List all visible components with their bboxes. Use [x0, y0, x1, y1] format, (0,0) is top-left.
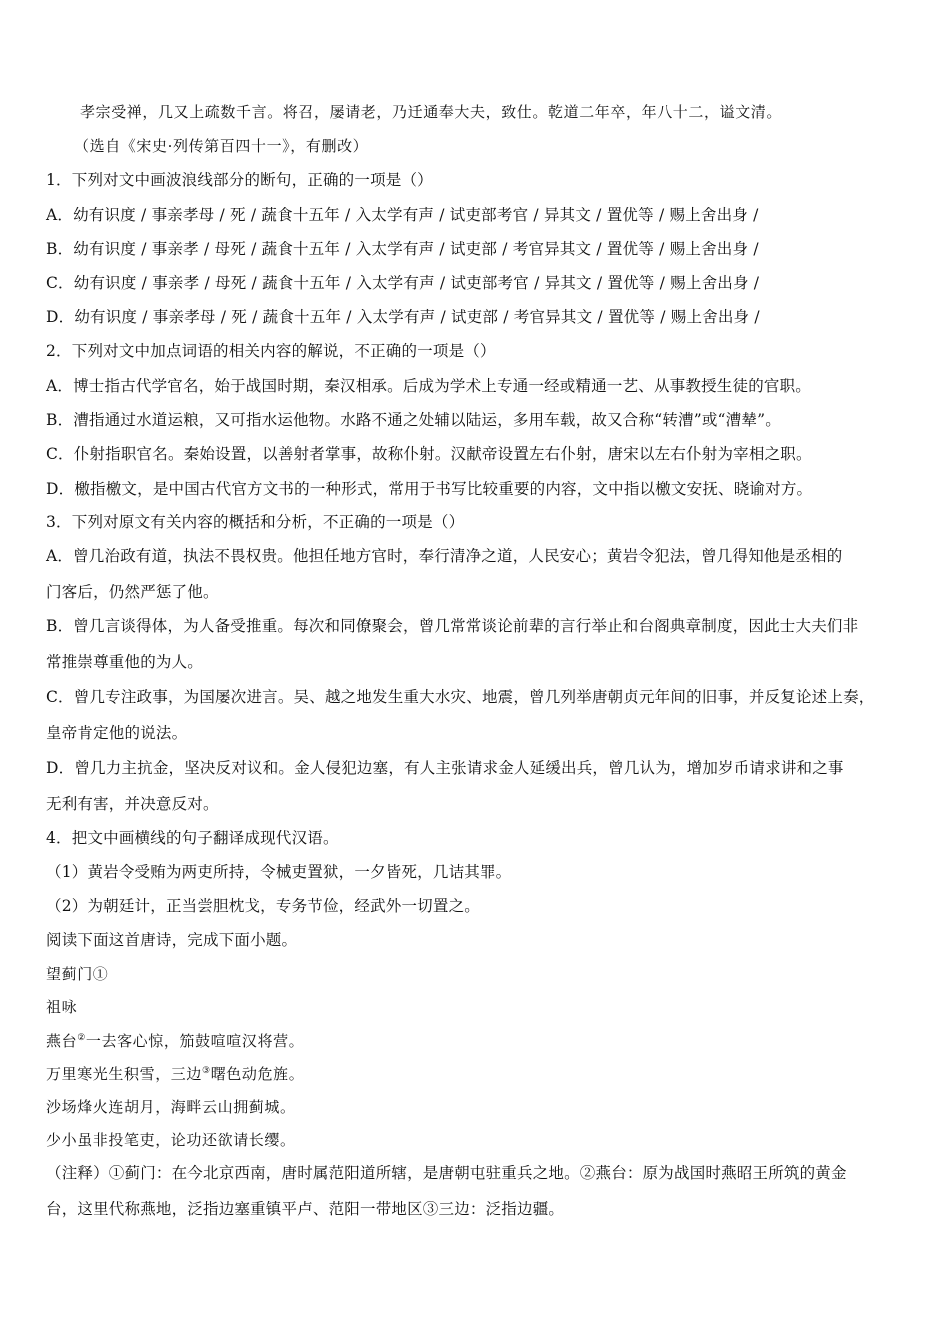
q1-option-d: D．幼有识度 / 事亲孝母 / 死 / 蔬食十五年 / 入太学有声 / 试吏部 / 考官异其文 / 置优等 / 赐上舍出身 / [46, 308, 760, 326]
poem-notes-line2: 台，这里代称燕地，泛指边塞重镇平卢、范阳一带地区③三边：泛指边疆。 [46, 1200, 565, 1218]
poem-author: 祖咏 [46, 998, 78, 1016]
q3-option-a-line1: A．曾几治政有道，执法不畏权贵。他担任地方官时，奉行清净之道，人民安心；黄岩令犯法，曾几得知他是丞相的 [46, 547, 843, 565]
poem-line-text: 万里寒光生积雪，三边 [46, 1065, 203, 1083]
q1-option-b: B．幼有识度 / 事亲孝 / 母死 / 蔬食十五年 / 入太学有声 / 试吏部 / 考官异其文 / 置优等 / 赐上舍出身 / [46, 240, 759, 258]
poem-line-text: 燕台 [46, 1032, 78, 1050]
q1-option-c: C．幼有识度 / 事亲孝 / 母死 / 蔬食十五年 / 入太学有声 / 试吏部考官 / 异其文 / 置优等 / 赐上舍出身 / [46, 274, 760, 292]
footnote-marker: ② [77, 1033, 86, 1043]
poem-intro: 阅读下面这首唐诗，完成下面小题。 [46, 931, 298, 949]
q4-item-2: （2）为朝廷计，正当尝胆枕戈，专务节俭，经武外一切置之。 [46, 897, 480, 915]
q2-option-b: B．漕指通过水道运粮，又可指水运他物。水路不通之处辅以陆运，多用车载，故又合称“转漕”或“漕辇”。 [46, 411, 781, 429]
poem-notes-line1: （注释）①蓟门：在今北京西南，唐时属范阳道所辖，是唐朝屯驻重兵之地。②燕台：原为战国时燕昭王所筑的黄金 [46, 1164, 847, 1182]
q3-stem: 3．下列对原文有关内容的概括和分析，不正确的一项是（） [46, 513, 465, 531]
poem-line-1 [46, 1031, 920, 1051]
poem-line-4 [46, 1130, 920, 1150]
poem-line-2 [46, 1064, 920, 1084]
q4-item-1: （1）黄岩令受贿为两吏所持，令械吏置狱，一夕皆死，几诘其罪。 [46, 863, 512, 881]
q2-option-d: D．檄指檄文，是中国古代官方文书的一种形式，常用于书写比较重要的内容，文中指以檄文安抚、晓谕对方。 [46, 480, 813, 498]
q3-option-d-line2: 无利有害，并决意反对。 [46, 795, 219, 813]
q3-option-b-line1: B．曾几言谈得体，为人备受推重。每次和同僚聚会，曾几常常谈论前辈的言行举止和台阁典章制度，因此士大夫们非 [46, 617, 859, 635]
poem-line-3 [46, 1097, 920, 1117]
q4-stem: 4．把文中画横线的句子翻译成现代汉语。 [46, 829, 339, 847]
q3-option-d-line1: D．曾几力主抗金，坚决反对议和。金人侵犯边塞，有人主张请求金人延缓出兵，曾几认为，增加岁币请求讲和之事 [46, 759, 844, 777]
poem-line-text: 曙色动危旌。 [210, 1065, 305, 1083]
footnote-marker: ③ [202, 1066, 211, 1076]
poem-line-text: 少小虽非投笔吏，论功还欲请长缨。 [46, 1131, 296, 1149]
poem-line-text: 沙场烽火连胡月，海畔云山拥蓟城。 [46, 1098, 296, 1116]
q3-option-c-line2: 皇帝肯定他的说法。 [46, 724, 188, 742]
q1-option-a: A．幼有识度 / 事亲孝母 / 死 / 蔬食十五年 / 入太学有声 / 试吏部考官 / 异其文 / 置优等 / 赐上舍出身 / [46, 206, 759, 224]
poem-title: 望蓟门① [46, 965, 109, 983]
poem-line-text: 一去客心惊，笳鼓喧喧汉将营。 [85, 1032, 305, 1050]
passage-tail-line: 孝宗受禅，几又上疏数千言。将召，屡请老，乃迁通奉大夫，致仕。乾道二年卒，年八十二，谥文清。 [80, 103, 783, 121]
q3-option-c-line1: C．曾几专注政事，为国屡次进言。吴、越之地发生重大水灾、地震，曾几列举唐朝贞元年间的旧事，并反复论述上奏， [46, 688, 875, 706]
q2-option-a: A．博士指古代学官名，始于战国时期，秦汉相承。后成为学术上专通一经或精通一艺、从事教授生徒的官职。 [46, 377, 811, 395]
q2-stem: 2．下列对文中加点词语的相关内容的解说，不正确的一项是（） [46, 342, 496, 360]
q1-stem: 1．下列对文中画波浪线部分的断句，正确的一项是（） [46, 171, 433, 189]
passage-source: （选自《宋史·列传第百四十一》，有删改） [74, 137, 369, 155]
q3-option-a-line2: 门客后，仍然严惩了他。 [46, 583, 219, 601]
q3-option-b-line2: 常推崇尊重他的为人。 [46, 653, 204, 671]
q2-option-c: C．仆射指职官名。秦始设置，以善射者掌事，故称仆射。汉献帝设置左右仆射，唐宋以左右仆射为宰相之职。 [46, 445, 812, 463]
